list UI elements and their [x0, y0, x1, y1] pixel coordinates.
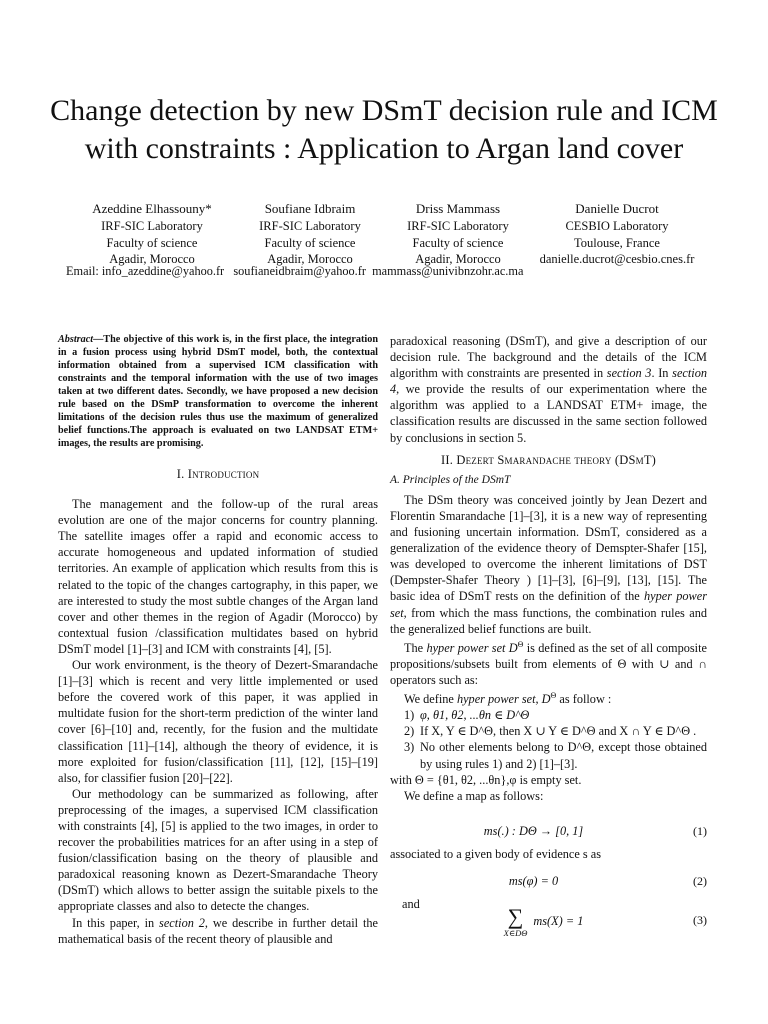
- author-1: [82, 201, 222, 267]
- author-name: Azeddine Elhassouny*: [92, 201, 212, 216]
- author-faculty: Faculty of science: [106, 235, 198, 250]
- equation-2: ms(φ) = 0 (2): [508, 873, 707, 888]
- list-item: 2) If X, Y ∈ D^Θ, then X ∪ Y ∈ D^Θ and X ∩ Y ∈ D^Θ .: [404, 724, 697, 739]
- author-email: danielle.ducrot@cesbio.cnes.fr: [539, 251, 695, 266]
- author-2: [240, 201, 380, 267]
- and-word: and: [402, 896, 420, 911]
- intro-paragraph-4: In this paper, in section 2, we describe in further detail the mathematical basis of the recent theory of plausible and: [58, 915, 378, 946]
- section-ref: section 4: [390, 366, 707, 397]
- subsection-heading: A. Principles of the DSmT: [390, 473, 511, 486]
- section-heading-introduction: I. Introduction: [176, 467, 260, 481]
- dsmt-paragraph-3: We define hyper power set, $D^\Theta$ as follow :: [404, 691, 612, 707]
- right-column: [390, 333, 707, 938]
- list-item: 3) No other elements belong to D^Θ, except those obtained by using rules 1) and 2) [1]–[3].: [404, 740, 707, 771]
- intro-paragraph-2: Our work environment, is the theory of Dezert-Smarandache [1]–[3] which is recent and very little implemented or used before the covered work of this paper, it was applied in multidate fusion for the short-term prediction of the winter land cover [6]–[10] and, recently, for the fusion and the multidate classification [11]–[14], although the theory of evidence, it is more exploited for fusion/classification [11], [12], [15]–[19] also, for classifier fusion [20]–[22].: [58, 658, 378, 785]
- section-ref: section 3: [606, 366, 652, 381]
- section-heading-dsmt: II. Dezert Smarandache theory (DSmT): [440, 452, 657, 467]
- author-lab: IRF-SIC Laboratory: [259, 219, 361, 234]
- intro-continuation: paradoxical reasoning (DSmT), and give a description of our decision rule. The background and the details of the ICM algorithm with constraints are presented in section 3. In section 4, we provide the results of our experimentation where the algorithm was applied to a LANDSAT ETM+ image, the classification results are discussed in the same section followed by conclusions in section 5.: [390, 334, 707, 445]
- abstract-label: Abstract: [58, 334, 94, 345]
- theta-definition: with Θ = {θ1, θ2, ...θn},φ is empty set.: [390, 772, 582, 787]
- author-3: [388, 201, 528, 267]
- author-faculty: Faculty of science: [264, 235, 356, 250]
- author-city: Agadir, Morocco: [109, 251, 195, 266]
- equation-3: ∑ X∈DΘ ms(X) = 1 (3): [503, 904, 707, 938]
- equation-number: (3): [693, 913, 707, 927]
- author-emails: Email: info_azeddine@yahoo.fr soufianeidbraim@yahoo.fr mammass@univibnzohr.ac.ma: [66, 264, 524, 278]
- author-name: Soufiane Idbraim: [264, 201, 356, 216]
- author-4: [532, 201, 702, 267]
- left-column: [58, 333, 378, 947]
- evidence-line: associated to a given body of evidence s as: [390, 846, 602, 861]
- dsmt-paragraph-2: The hyper power set $D^\Theta$ is defined as the set of all composite propositions/subsets built from elements of Θ with ∪ and ∩ operators such as:: [390, 639, 707, 687]
- abstract: [58, 333, 378, 450]
- author-lab: CESBIO Laboratory: [565, 219, 669, 234]
- equation-1: ms(.) : DΘ → [0, 1] (1): [483, 823, 707, 838]
- list-item: 1) φ, θ1, θ2, ...θn ∈ D^Θ: [404, 708, 530, 723]
- author-name: Driss Mammass: [415, 201, 501, 216]
- author-name: Danielle Ducrot: [575, 201, 659, 216]
- equation-number: (1): [693, 823, 707, 838]
- equation-number: (2): [693, 873, 707, 888]
- author-faculty: Toulouse, France: [574, 235, 660, 250]
- author-city: Agadir, Morocco: [267, 251, 353, 266]
- author-faculty: Faculty of science: [412, 235, 504, 250]
- dsmt-paragraph-1: The DSm theory was conceived jointly by Jean Dezert and Florentin Smarandache [1]–[3], it is a new way of representing and fusioning uncertain information. DSmT, considered as a generalization of the evidence theory of Demspter-Shafer [15], was developed to overcome the inherent limitations of DST (Dempster-Shafer Theory ) [1]–[3], [6]–[9], [13], [15]. The basic idea of DSmT rests on the definition of the hyper power set, from which the mass functions, the combination rules and the generalized belief functions are built.: [390, 492, 707, 636]
- section-ref: section 2: [159, 915, 205, 930]
- author-lab: IRF-SIC Laboratory: [407, 219, 509, 234]
- intro-paragraph-3: Our methodology can be summarized as following, after preprocessing of the images, a supervised ICM classification with constraints [4], [5] is applied to the two images, in order to recover the probabilities matrices for an after using in a step of fusion/classification basing on the theory of plausible and paradoxical reasoning known as Dezert-Smarandache Theory (DSmT) which allows to better assign the suitable pixels to the appropriate classes and also to detecte the changes.: [58, 786, 378, 914]
- author-city: Agadir, Morocco: [415, 251, 501, 266]
- paper-title: Change detection by new DSmT decision rule and ICM with constraints : Application to Argan land cover: [50, 94, 718, 166]
- author-lab: IRF-SIC Laboratory: [101, 219, 203, 234]
- sum-symbol: ∑ X∈DΘ: [503, 904, 528, 938]
- intro-paragraph-1: The management and the follow-up of the rural areas evolution are one of the major concerns for country planning. The satellite images offer a rapid and economic access to accurate homogeneous and updated information of studied territories. An example of application which results from this is related to the topic of the changes cartography, in this paper, we are interested to study the most subtle changes of the Argan land cover and other themes in the region of Agadir (Morocco) by contextual fusion /classification multidates based on hybrid DSmT model [1]–[3] and ICM with constraints [4], [5].: [58, 497, 378, 656]
- abstract-text: —The objective of this work is, in the first place, the integration in a fusion process using hybrid DSmT model, both, the contextual information obtained from a supervised ICM classification with constraints and the temporal information with the use of two images taken at two different dates. Secondly, we have proposed a new decision rule based on the DSmP transformation to overcome the inherent limitations of the decision rules thus use the maximum of generalized belief functions.The approach is evaluated on two LANDSAT ETM+ images, the results are promising.: [58, 334, 378, 449]
- map-definition: We define a map as follows:: [404, 788, 544, 803]
